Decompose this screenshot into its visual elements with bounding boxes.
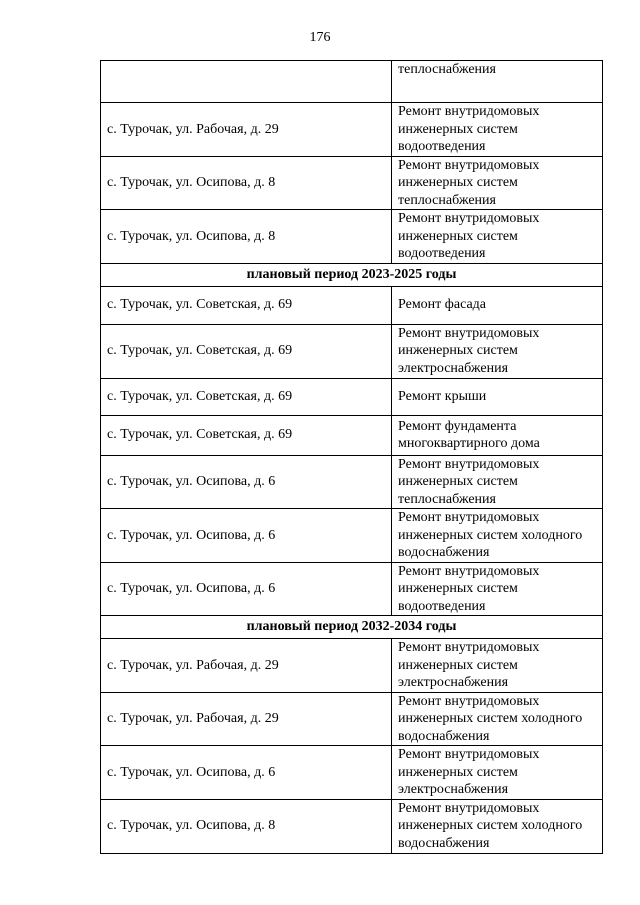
address-cell: с. Турочак, ул. Советская, д. 69 [101, 324, 392, 378]
work-type-cell: Ремонт внутридомовых инженерных систем теплоснабжения [392, 156, 603, 210]
page-number: 176 [309, 30, 331, 45]
work-type-cell: Ремонт крыши [392, 378, 603, 415]
repair-schedule-table [100, 60, 603, 854]
table-body [101, 61, 603, 854]
table-row [101, 156, 603, 210]
address-cell: с. Турочак, ул. Советская, д. 69 [101, 378, 392, 415]
work-type-cell: Ремонт внутридомовых инженерных систем электроснабжения [392, 746, 603, 800]
address-cell: с. Турочак, ул. Осипова, д. 6 [101, 746, 392, 800]
table-row [101, 455, 603, 509]
table-row [101, 746, 603, 800]
address-cell: с. Турочак, ул. Рабочая, д. 29 [101, 692, 392, 746]
address-cell: с. Турочак, ул. Советская, д. 69 [101, 286, 392, 324]
address-cell: с. Турочак, ул. Осипова, д. 8 [101, 156, 392, 210]
table-row [101, 639, 603, 693]
table-row [101, 509, 603, 563]
work-type-cell: Ремонт внутридомовых инженерных систем водоотведения [392, 562, 603, 616]
work-type-cell: Ремонт внутридомовых инженерных систем водоотведения [392, 210, 603, 264]
table-row [101, 61, 603, 103]
address-cell: с. Турочак, ул. Осипова, д. 6 [101, 509, 392, 563]
table-row [101, 103, 603, 157]
address-cell: с. Турочак, ул. Осипова, д. 8 [101, 799, 392, 853]
work-type-cell: теплоснабжения [392, 61, 603, 103]
table-row [101, 324, 603, 378]
work-type-cell: Ремонт внутридомовых инженерных систем водоотведения [392, 103, 603, 157]
table-row [101, 286, 603, 324]
work-type-cell: Ремонт фундамента многоквартирного дома [392, 415, 603, 455]
work-type-cell: Ремонт внутридомовых инженерных систем электроснабжения [392, 324, 603, 378]
table-row [101, 799, 603, 853]
address-cell: с. Турочак, ул. Рабочая, д. 29 [101, 103, 392, 157]
work-type-cell: Ремонт внутридомовых инженерных систем холодного водоснабжения [392, 509, 603, 563]
section-title: плановый период 2023-2025 годы [101, 263, 603, 286]
address-cell: с. Турочак, ул. Рабочая, д. 29 [101, 639, 392, 693]
address-cell: с. Турочак, ул. Осипова, д. 6 [101, 455, 392, 509]
table-row [101, 210, 603, 264]
section-title: плановый период 2032-2034 годы [101, 616, 603, 639]
table-row [101, 378, 603, 415]
table-row [101, 692, 603, 746]
address-cell: с. Турочак, ул. Осипова, д. 6 [101, 562, 392, 616]
address-cell [101, 61, 392, 103]
work-type-cell: Ремонт внутридомовых инженерных систем холодного водоснабжения [392, 692, 603, 746]
section-header-row [101, 263, 603, 286]
table-row [101, 562, 603, 616]
work-type-cell: Ремонт внутридомовых инженерных систем теплоснабжения [392, 455, 603, 509]
work-type-cell: Ремонт фасада [392, 286, 603, 324]
work-type-cell: Ремонт внутридомовых инженерных систем электроснабжения [392, 639, 603, 693]
address-cell: с. Турочак, ул. Советская, д. 69 [101, 415, 392, 455]
table-row [101, 415, 603, 455]
work-type-cell: Ремонт внутридомовых инженерных систем холодного водоснабжения [392, 799, 603, 853]
section-header-row [101, 616, 603, 639]
address-cell: с. Турочак, ул. Осипова, д. 8 [101, 210, 392, 264]
